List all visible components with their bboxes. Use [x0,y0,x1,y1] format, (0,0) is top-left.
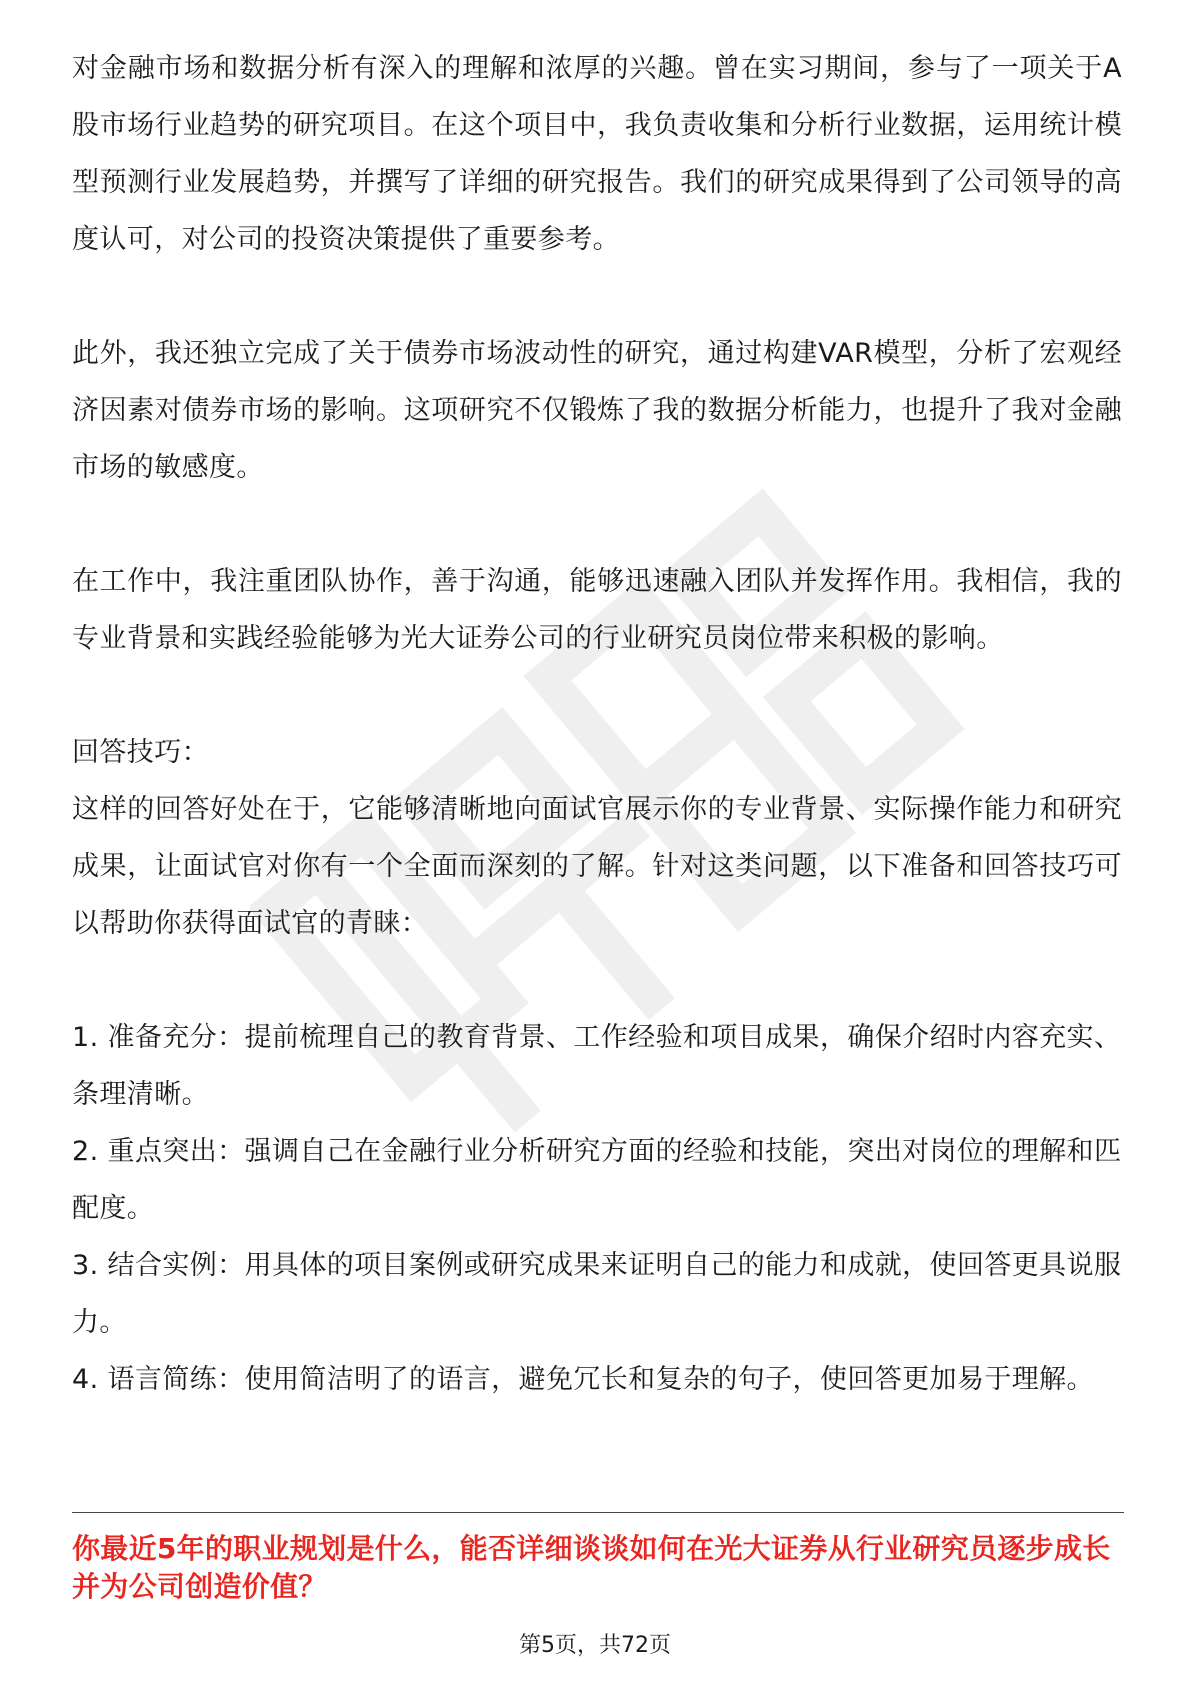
paragraph-intro: 对金融市场和数据分析有深入的理解和浓厚的兴趣。曾在实习期间，参与了一项关于A股市场行业趋势的研究项目。在这个项目中，我负责收集和分析行业数据，运用统计模型预测行业发展趋势，并撰写了详细的研究报告。我们的研究成果得到了公司领导的高度认可，对公司的投资决策提供了重要参考。 [72,53,1122,255]
tip-item-4: 4. 语言简练：使用简洁明了的语言，避免冗长和复杂的句子，使回答更加易于理解。 [72,1364,1094,1395]
page-number-footer: 第5页，共72页 [519,1633,671,1658]
tip-item-2: 2. 重点突出：强调自己在金融行业分析研究方面的经验和技能，突出对岗位的理解和匹配度。 [72,1136,1122,1224]
tips-heading: 回答技巧： [72,737,209,768]
tip-item-1: 1. 准备充分：提前梳理自己的教育背景、工作经验和项目成果，确保介绍时内容充实、条理清晰。 [72,1022,1122,1110]
paragraph-teamwork: 在工作中，我注重团队协作，善于沟通，能够迅速融入团队并发挥作用。我相信，我的专业背景和实践经验能够为光大证券公司的行业研究员岗位带来积极的影响。 [72,566,1122,654]
main-content [72,40,1122,1408]
tip-item-3: 3. 结合实例：用具体的项目案例或研究成果来证明自己的能力和成就，使回答更具说服力。 [72,1250,1122,1338]
tips-intro: 这样的回答好处在于，它能够清晰地向面试官展示你的专业背景、实际操作能力和研究成果，让面试官对你有一个全面而深刻的了解。针对这类问题，以下准备和回答技巧可以帮助你获得面试官的青睐： [72,794,1122,939]
section-divider [72,1512,1124,1513]
next-question-heading: 你最近5年的职业规划是什么，能否详细谈谈如何在光大证券从行业研究员逐步成长并为公司创造价值？ [72,1532,1111,1603]
paragraph-research: 此外，我还独立完成了关于债券市场波动性的研究，通过构建VAR模型，分析了宏观经济因素对债券市场的影响。这项研究不仅锻炼了我的数据分析能力，也提升了我对金融市场的敏感度。 [72,338,1122,483]
